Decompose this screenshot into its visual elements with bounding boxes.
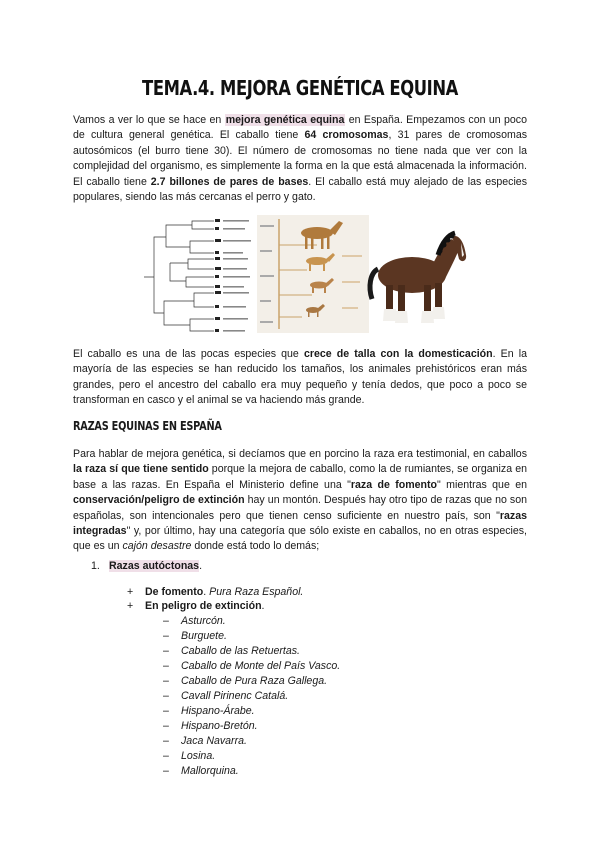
figure-row	[140, 215, 470, 335]
text-run: " mientras que en	[437, 478, 528, 491]
dash-marker: –	[163, 720, 169, 732]
text-run: El caballo es una de las pocas especies que	[73, 348, 304, 360]
list-number: 1.	[91, 560, 100, 572]
text-run: . El caballo está muy alejado de las especies populares, siendo las más cercanas el perro y gato.	[73, 175, 527, 204]
intro-paragraph	[73, 113, 527, 205]
text-run: , 31 pares de cromosomas autosómicos (el burro tiene 30). El número de cromosomas no tiene nada que ver con la complejidad del organismo, es simplemente la forma en la que está almacenada la información. El caballo tiene	[73, 129, 528, 188]
dash-marker: –	[163, 660, 169, 672]
breed-name: Caballo de las Retuertas.	[181, 645, 300, 657]
breed-name: Burguete.	[181, 630, 227, 642]
breed-name: Hispano-Árabe.	[181, 705, 255, 717]
plus-marker: +	[127, 600, 134, 612]
breed-name: Jaca Navarra.	[181, 735, 247, 747]
text-run: .	[199, 560, 203, 572]
text-run: en España. Empezamos con un poco de cultura general genética. El caballo tiene	[73, 114, 527, 142]
phylogenetic-tree-image	[140, 217, 258, 333]
dash-marker: –	[163, 735, 169, 747]
domestication-paragraph	[73, 347, 527, 409]
breed-name: Losina.	[181, 750, 216, 762]
dash-marker: –	[163, 675, 169, 687]
bold-term: raza de fomento	[350, 478, 438, 491]
brown-draft-horse-image	[360, 225, 470, 333]
dash-marker: –	[163, 615, 169, 627]
list-label: De fomento	[145, 586, 204, 598]
dash-marker: –	[163, 630, 169, 642]
list-label: En peligro de extinción	[145, 600, 262, 612]
breed-name: Caballo de Monte del País Vasco.	[181, 660, 341, 672]
bold-term: la raza sí que tiene sentido	[73, 463, 209, 476]
breed-name: Asturcón.	[181, 615, 226, 627]
bold-term: conservación/peligro de extinción	[73, 494, 245, 507]
text-run: . En la mayoría de las especies se han reducido los tamaños, los animales prehistóricos eran más grandes, pero el ancestro del caballo era muy pequeño y tenía dedos, que poco a poco se transforman en casco y el animal se va haciendo más grande.	[73, 348, 527, 407]
text-run: .	[203, 586, 210, 598]
breed-name: Caballo de Pura Raza Gallega.	[181, 675, 328, 687]
list-label: Razas autóctonas	[109, 560, 200, 572]
plus-marker: +	[127, 586, 134, 598]
highlight-term: mejora genética equina	[225, 114, 345, 126]
breeds-paragraph	[73, 447, 527, 555]
text-run: " y, por último, hay una categoría que sólo existe en caballos, no en otras especies, que es un	[73, 525, 527, 553]
italic-term: cajón desastre	[122, 540, 192, 553]
bold-term: crece de talla con la domesticación	[303, 348, 493, 360]
breed-name: Pura Raza Español.	[209, 586, 304, 598]
text-run: .	[261, 600, 265, 612]
dash-marker: –	[163, 645, 169, 657]
breed-name: Hispano-Bretón.	[181, 720, 258, 732]
bold-term: 2.7 billones de pares de bases	[150, 175, 309, 188]
dash-marker: –	[163, 705, 169, 717]
dash-marker: –	[163, 690, 169, 702]
text-run: Vamos a ver lo que se hace en	[73, 114, 225, 126]
bold-term: razas integradas	[73, 509, 527, 538]
text-run: Para hablar de mejora genética, si decíamos que en porcino la raza era testimonial, en caballos	[73, 448, 527, 460]
text-run: donde está todo lo demás;	[191, 540, 320, 553]
breed-name: Cavall Pirinenc Catalá.	[181, 690, 289, 702]
bold-term: 64 cromosomas	[304, 129, 389, 142]
section-heading: RAZAS EQUINAS EN ESPAÑA	[73, 418, 222, 433]
breed-name: Mallorquina.	[181, 765, 239, 777]
horse-evolution-chart-image	[257, 215, 369, 333]
page-title: TEMA.4. MEJORA GENÉTICA EQUINA	[142, 76, 458, 100]
text-run: hay un montón. Después hay otro tipo de razas que no son españolas, son intencionales pero que tienen censo suficiente en nuestro país, son "	[73, 494, 528, 522]
text-run: porque la mejora de caballo, como la de rumiantes, se organiza en base a las razas. En España el Ministerio define una "	[73, 463, 527, 491]
dash-marker: –	[163, 750, 169, 762]
dash-marker: –	[163, 765, 169, 777]
